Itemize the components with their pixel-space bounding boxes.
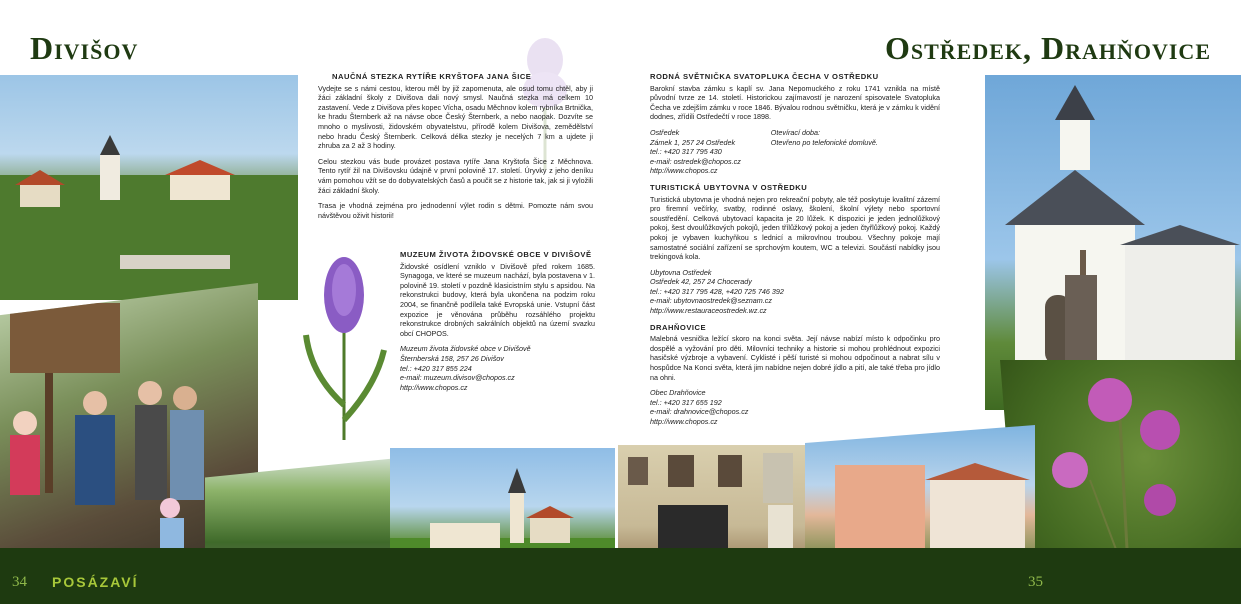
museum-text: Židovské osídlení vzniklo v Divišově před rokem 1685. Synagoga, ve které se muzeum nachází, byla postavena v 1. polovině 19. století v pozdně klasicistním stylu s apsidou. Na rekonstrukci budovy, která byla ukončena na podzim roku 2004, se finančně podílela také Evropská unie. Vstupní část expozice je věnována průběhu rozsáhlého projektu rekonstrukce drobných sakrálních objektů na území svazku obcí CHOPOS. [400, 261, 595, 338]
opening-hours-label: Otevírací doba: [770, 127, 820, 137]
birthplace-address: Zámek 1, 257 24 Ostředek [650, 137, 736, 147]
orchid-flower-icon [296, 255, 391, 440]
museum-email[interactable]: e-mail: muzeum.divisov@chopos.cz [400, 373, 515, 383]
brand-logo: POSÁZAVÍ [52, 574, 139, 590]
museum-contact [400, 344, 595, 392]
drahnovice-web[interactable]: http://www.chopos.cz [650, 417, 718, 426]
drahnovice-email[interactable]: e-mail: drahnovice@chopos.cz [650, 407, 749, 417]
trail-paragraph-2: Celou stezkou vás bude provázet postava rytíře Jana Kryštofa Šice z Měchnova. Tento rytíř žil na Divišovsku údajně v první polovině 17. století. Úryvky z jeho deníku vám pomohou vžít se do dobyvatelských časů a poučit se z historie tak, jak si ji vyložili žáci základní školy. [318, 156, 593, 195]
museum-name: Muzeum života židovské obce v Divišově [400, 344, 531, 354]
footer-band [0, 548, 1241, 604]
chapel-illustration [985, 75, 1241, 410]
birthplace-contact [650, 128, 741, 176]
drahnovice-name: Obec Drahňovice [650, 388, 706, 398]
hostel-heading: TURISTICKÁ UBYTOVNA V OSTŘEDKU [650, 182, 808, 192]
page-title-right: Ostředek, Drahňovice [884, 30, 1211, 66]
trail-paragraph-1: Vydejte se s námi cestou, kterou měl by již zapomenuta, ale osud tomu chtěl, aby ji žáci základní školy z Divišova dali nový smysl. Naučná stezka má celkem 10 zastavení. Vede z Divišova přes kopec Vícha, osadu Měchnov kolem rybníka Brtnička, ke hradu Šternberk až na návse obce Český Šternberk, a nebo naopak. Dozvíte se mnoho o myslivosti, židovském obyvatelstvu, přírodě kolem Divišova, zemědělství nebo hradu Český Šternberk. Celková délka stezky je necelých 7 km a ujdete ji zhruba za 2 až 3 hodiny. [318, 83, 593, 151]
hostel-web[interactable]: http://www.restauraceostredek.wz.cz [650, 306, 767, 316]
museum-block [400, 250, 595, 399]
hostel-text: Turistická ubytovna je vhodná nejen pro rekreační pobyty, ale též poskytuje kvalitní zázemí pro firemní večírky, svatby, rodinné oslavy, školení, školní výlety nebo sportovní soustředění. Celková ubytovací kapacita je 20 lůžek. K dispozici je jeden jednolůžkový pokoj, šest dvoulůžkových pokojů, jeden třílůžkový pokoj a jeden čtyřlůžkový pokoj. Každý pokoj je vybaven kuchyňkou s lednicí a mikrovlnou troubou. Všechny pokoje mají samostatné sociální zařízení se sprchovým koutem, WC a televizi. Součástí nabídky jsou trekingová kola. [650, 194, 940, 262]
page-title-left: Divišov [30, 30, 139, 66]
drahnovice-contact [650, 388, 940, 426]
right-text-column [650, 72, 940, 434]
birthplace-heading: RODNÁ SVĚTNIČKA SVATOPLUKA ČECHA V OSTŘEDKU [650, 72, 879, 81]
museum-heading: MUZEUM ŽIVOTA ŽIDOVSKÉ OBCE V DIVIŠOVĚ [400, 250, 592, 259]
left-text-column [318, 72, 593, 226]
birthplace-name: Ostředek [650, 127, 680, 137]
drahnovice-text: Malebná vesnička ležící skoro na konci světa. Její návse nabízí místo k odpočinku pro dospělé a vyžování pro děti. Milovníci techniky a historie si mohou prohlédnout expozici hasičské výzbroje a vybavení. Cyklisté i pěší turisté si mohou odpočinout a nabrat sílu v hospůdce Na Konci světa, která jim nabídne nejen dobré jídlo a pití, ale také třeba pro jídlo na ohni. [650, 334, 940, 382]
hostel-name: Ubytovna Ostředek [650, 267, 712, 277]
trail-paragraph-3: Trasa je vhodná zejména pro jednodenní výlet rodin s dětmi. Pomozte nám svou návštěvou oživit historii! [318, 201, 593, 220]
museum-phone: tel.: +420 317 855 224 [400, 363, 472, 373]
museum-web[interactable]: http://www.chopos.cz [400, 382, 468, 392]
opening-hours-value: Otevřeno po telefonické domluvě. [770, 137, 878, 147]
page-number-left: 34 [12, 574, 27, 590]
trail-heading: NAUČNÁ STEZKA RYTÍŘE KRYŠTOFA JANA ŠICE [332, 72, 532, 81]
birthplace-contact-row [650, 128, 940, 183]
birthplace-text: Barokní stavba zámku s kaplí sv. Jana Nepomuckého z roku 1741 vznikla na místě původní tvrze ze 14. století. Historickou zajímavostí je narození spisovatele Svatopluka Čecha ve zdejším zámku v roce 1846. Bývalou rodnou světničku, která je v zámku k vidění dodnes, zřídili Ostředečtí v roce 1898. [650, 83, 940, 122]
hostel-email[interactable]: e-mail: ubytovnaostredek@seznam.cz [650, 296, 772, 306]
opening-hours [771, 128, 878, 176]
photo-divisov-village [0, 75, 298, 300]
birthplace-web[interactable]: http://www.chopos.cz [650, 166, 718, 176]
hostel-address: Ostředek 42, 257 24 Chocerady [650, 277, 752, 287]
museum-address: Šternberská 158, 257 26 Divišov [400, 353, 504, 363]
photo-chapel [985, 75, 1241, 410]
drahnovice-phone: tel.: +420 317 655 192 [650, 397, 722, 407]
village-illustration [0, 75, 298, 300]
hostel-phone: tel.: +420 317 795 428, +420 725 746 392 [650, 286, 784, 296]
page-number-right: 35 [1028, 574, 1043, 590]
birthplace-phone: tel.: +420 317 795 430 [650, 147, 722, 157]
drahnovice-heading: DRAHŇOVICE [650, 322, 707, 332]
hostel-contact [650, 268, 940, 316]
birthplace-email[interactable]: e-mail: ostredek@chopos.cz [650, 156, 741, 166]
